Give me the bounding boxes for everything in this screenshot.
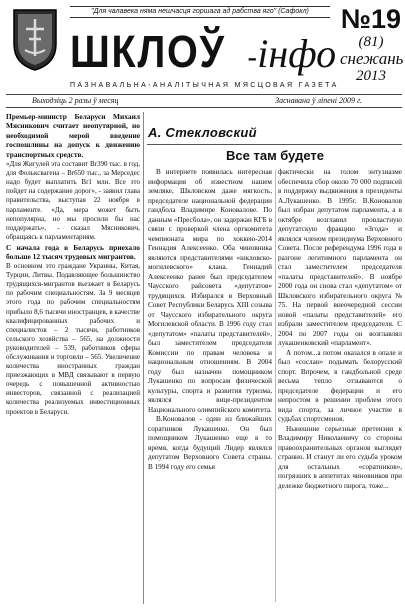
brief-headline: Премьер-министр Беларуси Михаил Мясникович считает неопутярной, но необходимой мерой введение госпошлины на допуск к движению транспортных средств.: [6, 112, 140, 159]
brief-paragraph: В основном это граждане Украины, Китая, Турции, Литвы. Подавляющее большинство трудящихся-мигрантов въезжает в Беларусь по рабочим специальностям. За 9 месяцев этого года по рабочим специальностям прибыло 8,6 тысячи иностранцев, в качестве квалифицированных рабочих и специалистов – 2 тысячи, работников сельского хозяйства – 565, на должности руководителей – 539, работников сферы обслуживания и торговли – 565. Увеличение количества иностранных граждан приезжающих в МВД связывают в первую очередь с повышенной активностью инвесторов, связанной с реализацией количества реализуемых инвестиционных проектов в Беларуси.: [6, 262, 140, 416]
founded-date: Заснавана ў ліпені 2009 г.: [275, 96, 362, 105]
issue-number: №19: [340, 4, 402, 34]
article-author: А. Стекловский: [148, 125, 257, 140]
newspaper-logo: [70, 25, 340, 79]
news-brief-column: [6, 112, 140, 608]
logo-dash: -: [247, 41, 258, 74]
publication-frequency: Выходзіць 2 разы ў месяц: [32, 96, 119, 105]
article-paragraph: В интернете появилась интересная информация об известном нашем земляке, Шкловском даже мягкость, председателе национальной федерации гандбола Владимире Коновалове. По данным «Пресбола», он задержан КГБ в связи с проверкой члена оргкомитета чемпионата мира по хоккею-2014 Геннадия Алексеенко. Оба чиновника являются представителями «шкловско-могилевского» клана. Геннадий Алексеенко ранее был председателем Чаусского райсовета «депутатов» трудящихся. Избирался в Верховный Совет Республики Беларусь XIII созыва от Чаусского избирательного округа Могилевской области. В 1996 году стал «депутатом» «палаты представителей», был заместителем председателя Комиссии по правам человека и национальным отношениям. В 2004 году был назначен помощником Лукашенко по вопросам физической культуры, спорта и развития туризма, являлся вице-президентом Национального олимпийского комитета.: [148, 168, 272, 414]
article-paragraph: А потом...а потом оказался в опале и был «сослан» подымать белорусский спорт. Впрочем, в гандбольной среде весьма тепло отзываются о председателе федерации и его непростом в решении проблем этого вида спорта, за личное участие в судьбах спортсменов.: [278, 348, 402, 423]
issue-year: 2013: [356, 68, 386, 84]
column-divider: [275, 170, 276, 602]
brief-paragraph: «Для Жигулей эта составит Br390 тыс. в год, для Фольксвагена – Br650 тыс., за Мерседес надо будет выплатить Br1 млн. Все это пойдет на содержание дорог», - заявил глава правительства, выступая 22 ноября в парламенте. «Да, мера может быть непопулярна, но мы просили бы нас поддержать», - сказал Мясникович, обращаясь к парламентариям.: [6, 160, 140, 241]
brief-subheadline: С начала года в Беларусь приехало больше 12 тысяч трудовых мигрантов.: [6, 242, 140, 261]
article-paragraph: В.Коновалов - один из ближайших соратников Лукашенко. Он был помощником Лукашенко еще в то время, когда будущий Лидер являлся депутатом Верховного Совета страны. В 1994 году его семья: [148, 415, 272, 471]
logo-info-text: інфо: [257, 31, 337, 76]
info-bar: [6, 94, 402, 108]
article-title: Все там будете: [226, 148, 324, 163]
article-column-2: [278, 168, 402, 604]
issue-month: снежань: [340, 49, 404, 68]
article-paragraph: фактически на голом энтузиазме обеспечила сбор около 70 000 подписей в поддержку выдвижения в президенты А.Лукашенко. В 1995г. В.Коновалов был избран депутатом парламента, а в октябре возглавил провластную депутатскую фракцию «Згода» и являлся членом президиума Верховного Совета. После референдума 1996 года в разгоне легитимного парламента он стал заместителем председателя «палаты представителей». В ноябре 2000 года он снова стал «депутатом» от Шкловского избирательного округа № 75. На первой внеочередной сессии новой «палаты представителей» его избрали заместителем председателя. С 2004 по 2007 годы он возглавлял лукашенковский «парламент».: [278, 168, 402, 347]
column-divider: [143, 112, 144, 604]
article-column-1: [148, 168, 272, 604]
coat-of-arms-icon: [10, 6, 60, 72]
author-rule: [147, 144, 402, 145]
logo-main-text: ШКЛОЎ: [70, 26, 226, 77]
tagline: ПАЗНАВАЛЬНА-АНАЛІТЫЧНАЯ МЯСЦОВАЯ ГАЗЕТА: [70, 82, 339, 89]
issue-total-number: (81): [358, 34, 384, 50]
article-paragraph: Нынешние серьезные претензии к Владимиру Николаевичу со стороны правоохранительных органов выглядят странно. И станут ли его судьба уроком для остальных «соратников», погрязших в аппетитах чиновников при дележке бюджетного пирога, тоже...: [278, 424, 402, 490]
issue-info: [340, 4, 402, 84]
motto-banner: "Для чалавека няма нешчасця горшага ад рабства яго" (Сафокл): [70, 6, 330, 18]
